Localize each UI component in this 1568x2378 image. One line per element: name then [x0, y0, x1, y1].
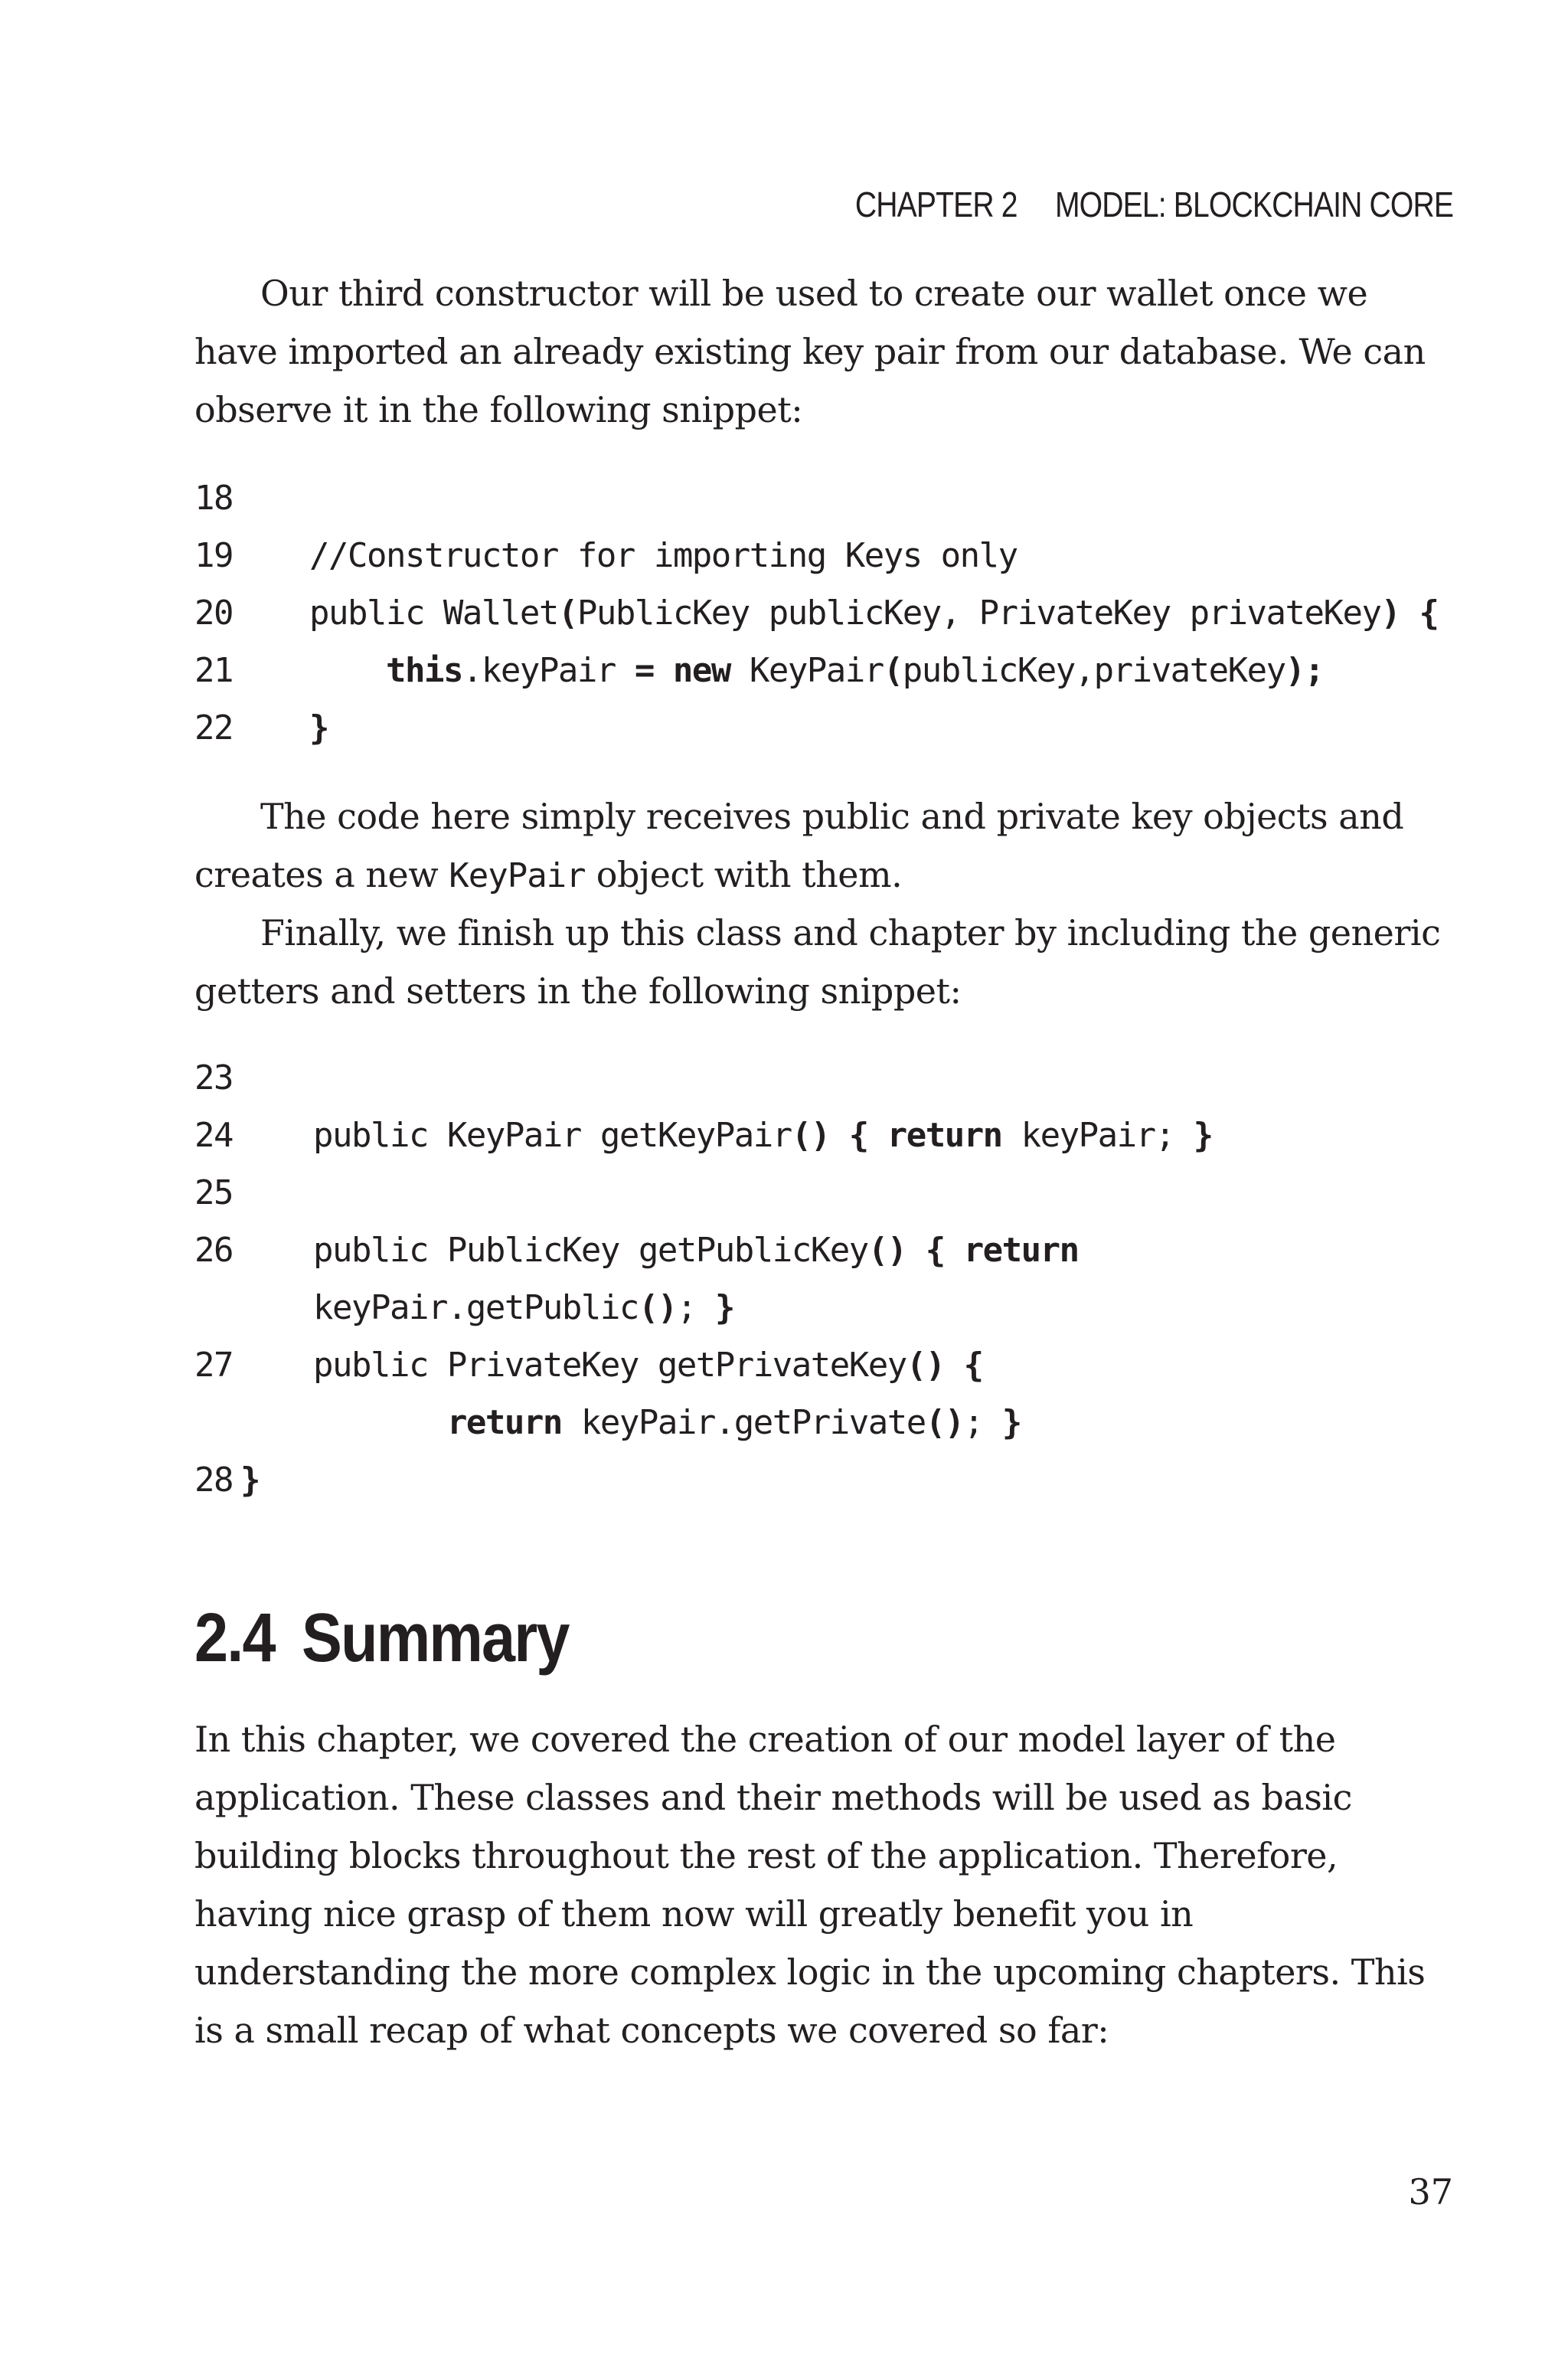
code-text: public PrivateKey getPrivateKey() { [313, 1346, 983, 1385]
getters-intro-paragraph: Finally, we finish up this class and chapter by including the generic getters and setters in the following snippet: [194, 912, 1441, 1012]
code-line [194, 642, 1496, 699]
code-line [194, 1279, 1496, 1336]
chapter-label: CHAPTER 2 [854, 185, 1018, 224]
code-line [194, 1394, 1496, 1451]
section-number: 2.4 [194, 1600, 275, 1676]
code-line [194, 1049, 1496, 1107]
code-text: public PublicKey getPublicKey() { return [313, 1231, 1079, 1270]
code-text: return keyPair.getPrivate(); } [446, 1403, 1021, 1442]
code-line [194, 527, 1496, 584]
code-text: this.keyPair = new KeyPair(publicKey,privateKey); [385, 651, 1324, 690]
code-snippet-getters [194, 1049, 1496, 1509]
line-number: 27 [194, 1346, 233, 1385]
line-number: 28 [194, 1460, 233, 1500]
code-text: } [240, 1460, 260, 1500]
code-line [194, 1451, 1496, 1509]
code-line [194, 1107, 1496, 1164]
code-line [194, 699, 1496, 757]
line-number: 18 [194, 479, 233, 518]
line-number: 19 [194, 536, 233, 575]
code-snippet-constructor [194, 469, 1496, 757]
code-text: //Constructor for importing Keys only [309, 536, 1018, 575]
line-number: 23 [194, 1058, 233, 1097]
page-number: 37 [1408, 2171, 1453, 2213]
line-number: 22 [194, 708, 233, 747]
code-line [194, 469, 1496, 527]
section-heading [194, 1599, 569, 1678]
line-number: 25 [194, 1173, 233, 1212]
explanation-paragraph: The code here simply receives public and private key objects and creates a new KeyPair object with them. [194, 796, 1404, 895]
code-text: public Wallet(PublicKey publicKey, PrivateKey privateKey) { [309, 594, 1439, 633]
code-text: keyPair.getPublic(); } [313, 1288, 734, 1327]
running-header [855, 184, 1453, 225]
inline-code-keypair: KeyPair [449, 856, 586, 895]
line-number: 26 [194, 1231, 233, 1270]
intro-paragraph: Our third constructor will be used to create our wallet once we have imported an already existing key pair from our database. We can observe it in the following snippet: [194, 273, 1426, 430]
code-line [194, 1336, 1496, 1394]
code-line [194, 1164, 1496, 1222]
code-line [194, 1222, 1496, 1279]
code-text: } [309, 708, 328, 747]
line-number: 21 [194, 651, 233, 690]
code-text: public KeyPair getKeyPair() { return keyPair; } [313, 1116, 1213, 1155]
chapter-title: MODEL: BLOCKCHAIN CORE [1054, 185, 1453, 224]
section-title: Summary [302, 1600, 569, 1676]
code-line [194, 584, 1496, 642]
line-number: 24 [194, 1116, 233, 1155]
line-number: 20 [194, 594, 233, 633]
summary-paragraph: In this chapter, we covered the creation of our model layer of the application. These classes and their methods will be used as basic building blocks throughout the rest of the application. Therefore, having nice grasp of them now will greatly benefit you in understanding the more complex logic in the upcoming chapters. This is a small recap of what concepts we covered so far: [194, 1719, 1426, 2051]
